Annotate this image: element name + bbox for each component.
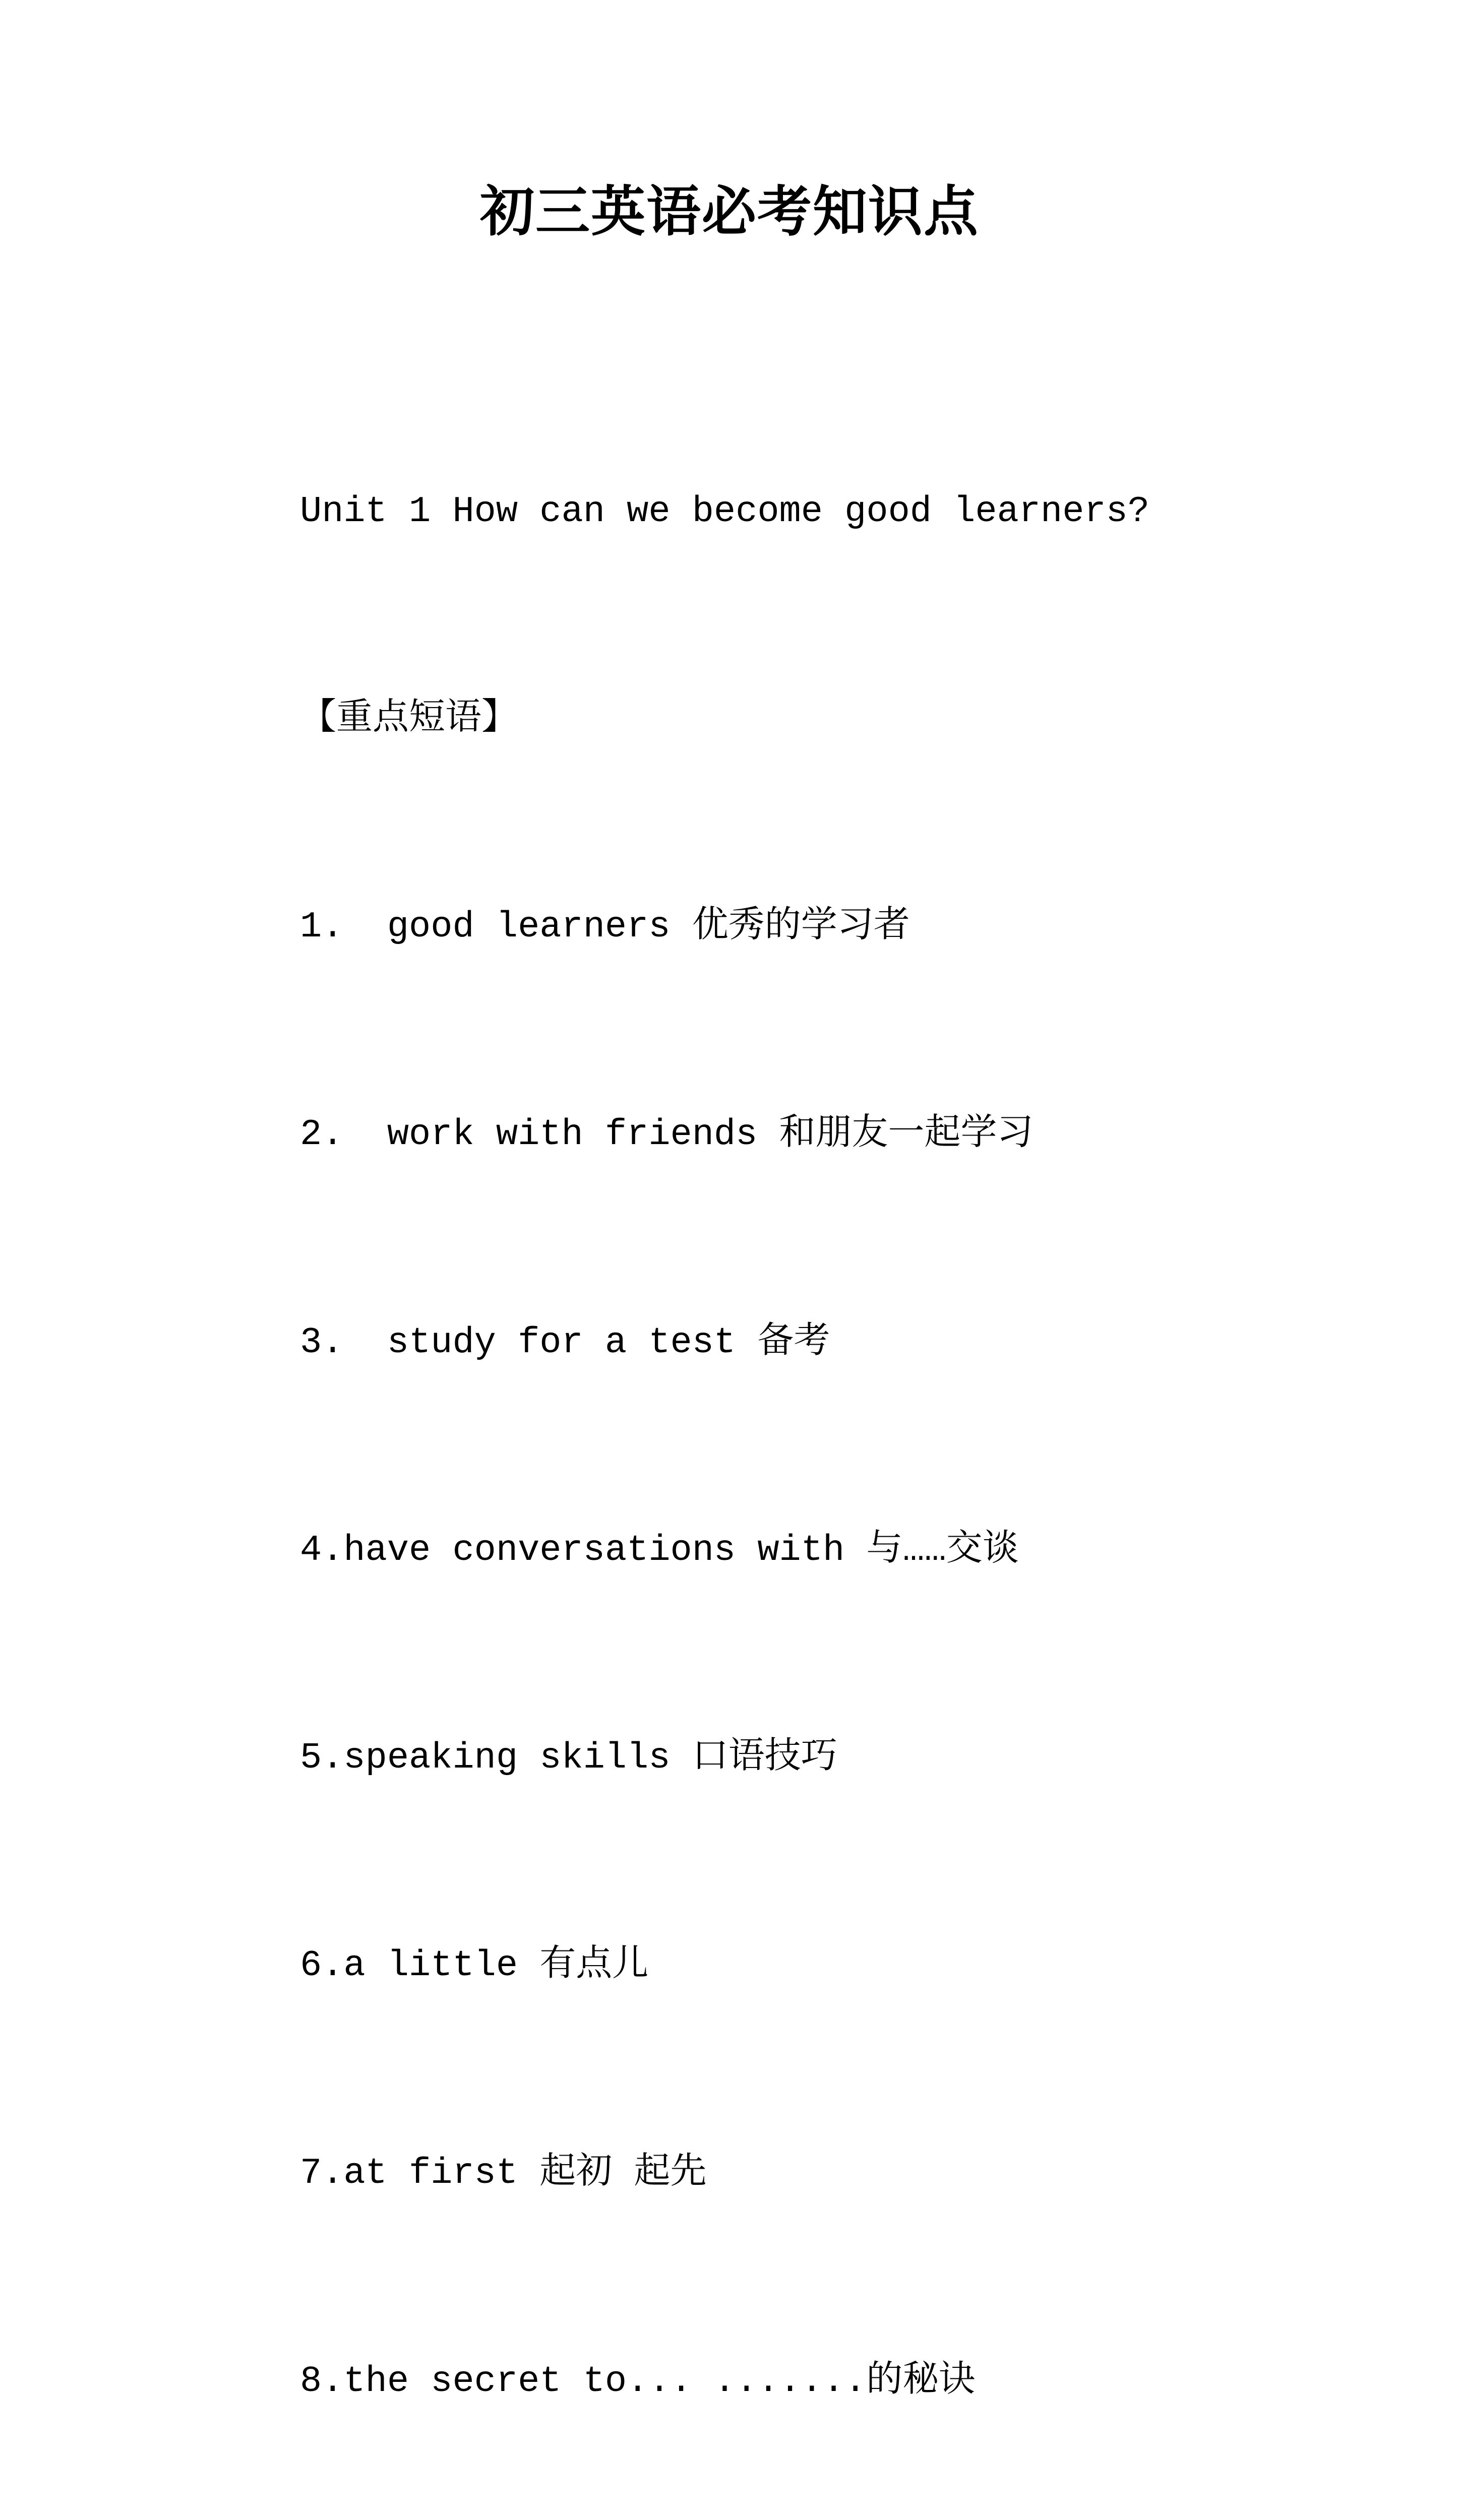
phrase-item: 7.at first 起初 起先 <box>300 2153 707 2194</box>
unit-heading: Unit 1 How can we become good learners? <box>300 490 1150 532</box>
phrase-item: 2. work with friends 和朋友一起学习 <box>300 1114 1034 1156</box>
phrase-item: 1. good learners 优秀的学习者 <box>300 906 910 948</box>
document-body <box>300 339 1409 2520</box>
phrase-item: 6.a little 有点儿 <box>300 1945 649 1987</box>
phrase-item: 4.have conversations with 与……交谈 <box>300 1529 1019 1571</box>
phrase-item: 5.speaking skills 口语技巧 <box>300 1737 837 1779</box>
document-title: 初三英语必考知识点 <box>479 180 979 243</box>
phrase-item: 8.the secret to... .......的秘诀 <box>300 2360 976 2402</box>
section-heading: 【重点短语】 <box>300 699 518 740</box>
phrase-item: 3. study for a test 备考 <box>300 1321 830 1363</box>
